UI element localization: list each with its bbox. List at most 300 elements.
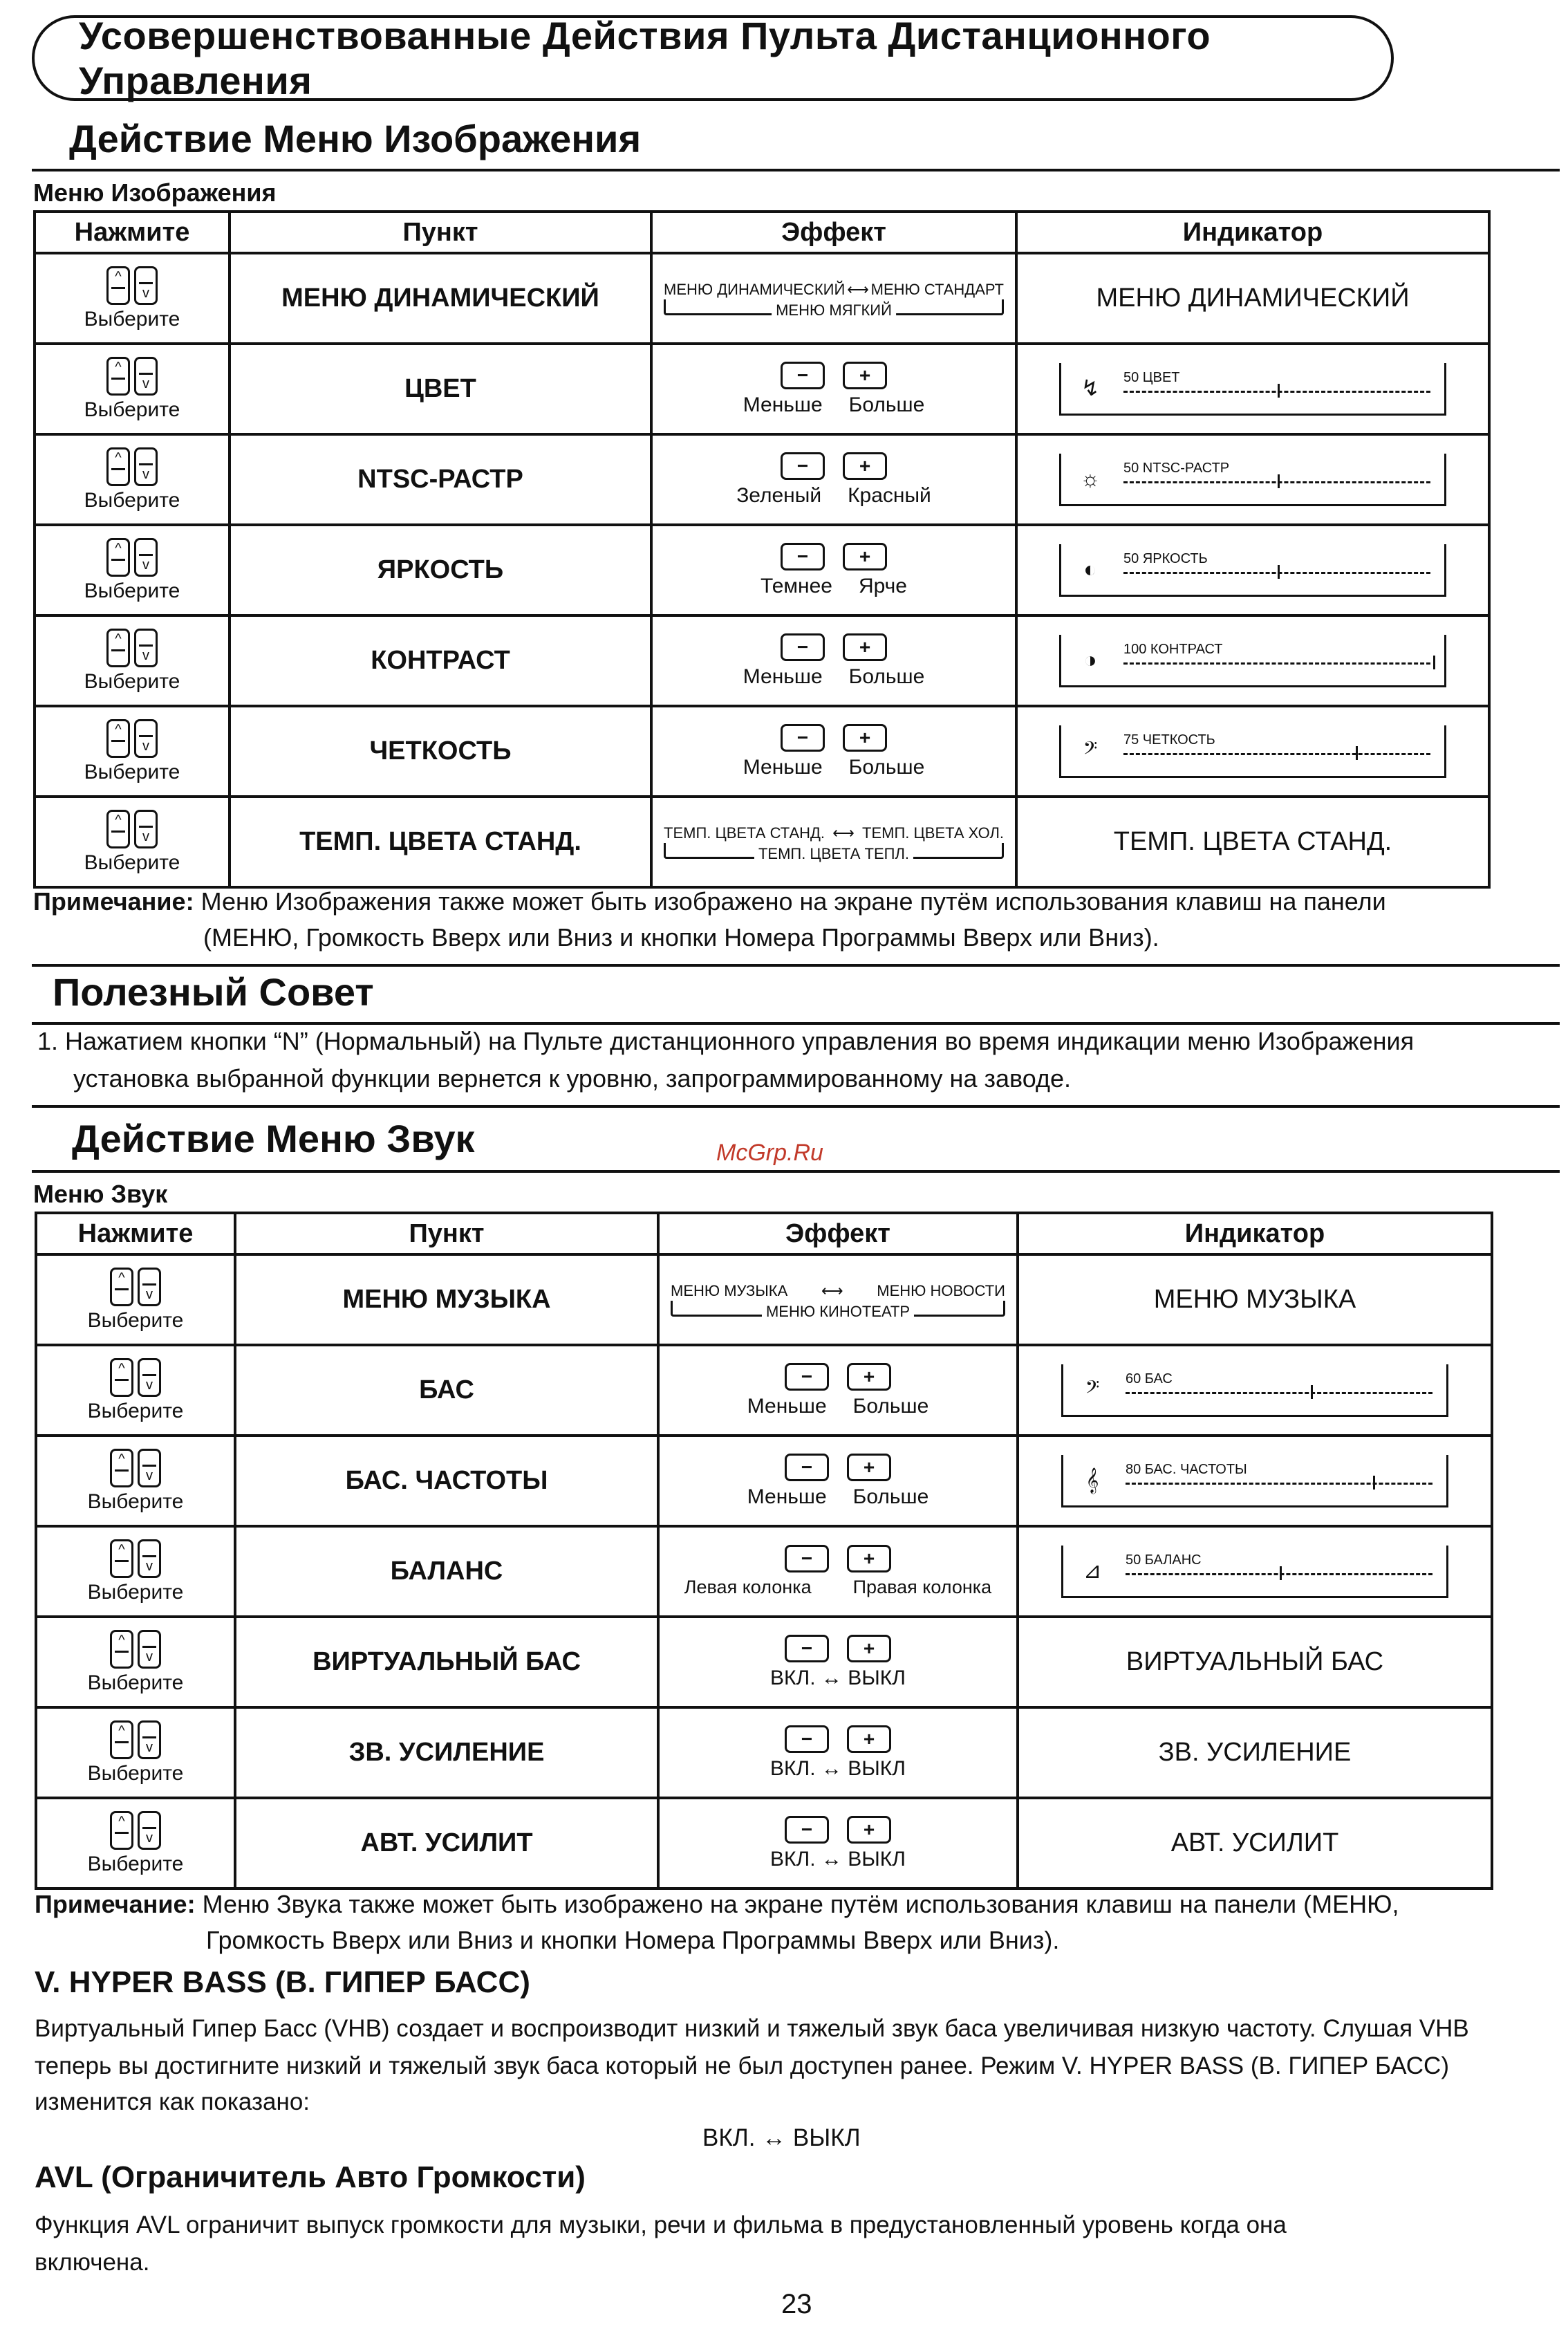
effect-decrease: Зеленый xyxy=(736,483,822,507)
picture-caption: Меню Изображения xyxy=(33,178,277,207)
indicator-icon: ⊿ xyxy=(1083,1557,1102,1583)
cycle-row xyxy=(653,281,1015,298)
effect-cycle xyxy=(660,1282,1016,1320)
plus-key-icon: + xyxy=(847,1816,891,1844)
press-cell xyxy=(36,1345,235,1436)
up-arrow-icon: ^ xyxy=(115,449,122,465)
sound-caption: Меню Звук xyxy=(33,1180,168,1208)
indicator-cell: ТЕМП. ЦВЕТА СТАНД. xyxy=(1016,797,1489,887)
select-label: Выберите xyxy=(87,1671,184,1694)
tip-heading: Полезный Совет xyxy=(53,970,374,1014)
effect-buttons xyxy=(660,1363,1016,1418)
effect-increase: Больше xyxy=(852,1485,929,1508)
item-cell: МЕНЮ МУЗЫКА xyxy=(235,1254,658,1345)
table-row xyxy=(36,1254,1492,1345)
down-key-icon xyxy=(138,1630,161,1669)
vhb-line1: Виртуальный Гипер Басс (VHB) создает и воспроизводит низкий и тяжелый звук баса увеличивая низкую частоту. Слушая VHB xyxy=(35,2015,1469,2042)
level-bar xyxy=(1059,635,1446,687)
level-bar xyxy=(1059,454,1446,506)
plus-key-icon: + xyxy=(847,1635,891,1662)
bar-track xyxy=(1123,662,1430,665)
avl-line2: включена. xyxy=(35,2249,150,2276)
up-arrow-icon: ^ xyxy=(115,359,122,375)
cycle-option: МЕНЮ НОВОСТИ xyxy=(877,1282,1005,1299)
cycle-option: МЕНЮ КИНОТЕАТР xyxy=(762,1303,914,1320)
bar-track xyxy=(1126,1392,1432,1394)
down-arrow-icon: v xyxy=(146,1649,153,1664)
select-label: Выберите xyxy=(84,488,180,512)
effect-buttons xyxy=(653,724,1015,779)
item-cell: БАС. ЧАСТОТЫ xyxy=(235,1436,658,1526)
effect-cycle xyxy=(653,824,1015,862)
minus-key-icon: − xyxy=(785,1545,829,1572)
indicator-cell: ЗВ. УСИЛЕНИЕ xyxy=(1018,1707,1492,1798)
bar-track xyxy=(1123,481,1430,483)
up-arrow-icon: ^ xyxy=(115,540,122,556)
press-keys xyxy=(37,1358,234,1423)
down-key-icon xyxy=(138,1539,161,1578)
effect-buttons xyxy=(653,362,1015,417)
effect-cell xyxy=(658,1798,1018,1889)
down-key-icon xyxy=(134,447,158,486)
effect-labels xyxy=(760,575,907,598)
press-keys xyxy=(37,1811,234,1876)
updown-keys xyxy=(110,1449,161,1487)
table-row xyxy=(35,615,1489,706)
updown-keys xyxy=(110,1720,161,1759)
effect-labels xyxy=(743,665,925,689)
plus-key-icon: + xyxy=(843,452,887,480)
effect-labels xyxy=(747,1395,929,1418)
down-arrow-icon: v xyxy=(142,647,149,663)
updown-keys xyxy=(110,1539,161,1578)
table-row xyxy=(36,1436,1492,1526)
minus-plus-keys xyxy=(785,1725,891,1753)
up-key-icon xyxy=(106,719,130,758)
col-header: Пункт xyxy=(235,1213,658,1254)
up-key-icon xyxy=(110,1358,133,1397)
select-label: Выберите xyxy=(84,307,180,331)
effect-cell xyxy=(658,1707,1018,1798)
effect-toggle: ВКЛ. ↔ ВЫКЛ xyxy=(770,1847,906,1871)
plus-key-icon: + xyxy=(847,1363,891,1391)
indicator-icon: ◑ xyxy=(1083,647,1097,672)
effect-cell xyxy=(651,706,1016,797)
up-key-icon xyxy=(110,1539,133,1578)
press-cell xyxy=(36,1526,235,1617)
bar-marker xyxy=(1433,656,1435,669)
effect-labels xyxy=(743,393,925,417)
up-key-icon xyxy=(110,1449,133,1487)
table-row xyxy=(35,434,1489,525)
col-header: Нажмите xyxy=(36,1213,235,1254)
up-key-icon xyxy=(106,447,130,486)
down-arrow-icon: v xyxy=(146,1286,153,1302)
minus-key-icon: − xyxy=(785,1816,829,1844)
up-key-icon xyxy=(110,1811,133,1850)
down-key-icon xyxy=(134,810,158,848)
minus-key-icon: − xyxy=(785,1363,829,1391)
vhb-toggle: ВКЛ. ↔ ВЫКЛ xyxy=(702,2124,861,2151)
bar-track xyxy=(1123,391,1430,393)
plus-key-icon: + xyxy=(847,1454,891,1481)
level-bar xyxy=(1061,1455,1448,1507)
updown-keys xyxy=(106,357,158,396)
indicator-icon: ◐ xyxy=(1083,556,1097,582)
down-arrow-icon: v xyxy=(142,557,149,573)
item-cell: АВТ. УСИЛИТ xyxy=(235,1798,658,1889)
col-header: Пункт xyxy=(230,212,651,253)
cycle-option: ТЕМП. ЦВЕТА ТЕПЛ. xyxy=(754,846,913,862)
col-header: Эффект xyxy=(658,1213,1018,1254)
effect-cell xyxy=(651,525,1016,615)
vhb-line3: изменится как показано: xyxy=(35,2088,310,2115)
effect-decrease: Меньше xyxy=(743,755,823,779)
effect-decrease: Меньше xyxy=(743,393,823,416)
plus-key-icon: + xyxy=(847,1545,891,1572)
plus-key-icon: + xyxy=(843,724,887,752)
watermark: McGrp.Ru xyxy=(716,1140,823,1166)
indicator-icon: 𝄞 xyxy=(1085,1467,1099,1492)
press-keys xyxy=(36,538,228,603)
level-bar xyxy=(1061,1546,1448,1598)
effect-labels xyxy=(743,756,925,779)
press-cell xyxy=(36,1254,235,1345)
cycle-option: МЕНЮ ДИНАМИЧЕСКИЙ xyxy=(664,281,846,298)
press-keys xyxy=(37,1539,234,1604)
effect-cell xyxy=(651,253,1016,344)
indicator-cell xyxy=(1018,1345,1492,1436)
up-key-icon xyxy=(106,266,130,305)
note-text: Меню Изображения также может быть изображено на экране путём использования клавиш на панели xyxy=(200,887,1386,916)
bar-label: 100 КОНТРАСТ xyxy=(1123,641,1223,657)
bar-track xyxy=(1126,1573,1432,1575)
bar-track xyxy=(1126,1483,1432,1485)
vhb-line2: теперь вы достигните низкий и тяжелый звук баса который не был доступен ранее. Режим V. HYPER BASS (В. ГИПЕР БАСС) xyxy=(35,2052,1449,2079)
minus-plus-keys xyxy=(785,1816,891,1844)
divider xyxy=(32,964,1560,967)
effect-increase: Больше xyxy=(852,1394,929,1418)
down-key-icon xyxy=(134,357,158,396)
note-label: Примечание: xyxy=(33,887,194,916)
minus-key-icon: − xyxy=(781,452,825,480)
up-key-icon xyxy=(106,629,130,667)
select-label: Выберите xyxy=(84,760,180,783)
up-arrow-icon: ^ xyxy=(118,1723,125,1738)
effect-decrease: Темнее xyxy=(760,574,832,597)
cycle-option: МЕНЮ МЯГКИЙ xyxy=(772,302,896,319)
down-arrow-icon: v xyxy=(146,1467,153,1483)
down-arrow-icon: v xyxy=(146,1830,153,1846)
effect-increase: Больше xyxy=(848,665,925,688)
double-arrow-icon: ⟷ xyxy=(847,281,869,298)
plus-key-icon: + xyxy=(847,1725,891,1753)
indicator-cell: МЕНЮ МУЗЫКА xyxy=(1018,1254,1492,1345)
press-keys xyxy=(37,1449,234,1514)
updown-keys xyxy=(106,538,158,577)
down-arrow-icon: v xyxy=(146,1377,153,1393)
minus-plus-keys xyxy=(781,362,887,389)
indicator-icon: ↯ xyxy=(1081,375,1100,400)
col-header: Эффект xyxy=(651,212,1016,253)
effect-increase: Правая колонка xyxy=(852,1577,992,1597)
plus-key-icon: + xyxy=(843,543,887,570)
press-cell xyxy=(35,615,230,706)
effect-cell xyxy=(651,344,1016,434)
level-bar xyxy=(1059,544,1446,597)
indicator-cell: АВТ. УСИЛИТ xyxy=(1018,1798,1492,1889)
up-key-icon xyxy=(106,810,130,848)
page-number: 23 xyxy=(781,2289,812,2319)
down-arrow-icon: v xyxy=(142,828,149,844)
minus-key-icon: − xyxy=(781,724,825,752)
bar-marker xyxy=(1356,746,1358,760)
updown-keys xyxy=(110,1811,161,1850)
indicator-icon: 𝄢 xyxy=(1085,1376,1100,1402)
down-key-icon xyxy=(134,719,158,758)
press-cell xyxy=(35,434,230,525)
down-arrow-icon: v xyxy=(142,375,149,391)
down-arrow-icon: v xyxy=(146,1739,153,1755)
note-text: Меню Звука также может быть изображено на экране путём использования клавиш на панели (МЕНЮ, xyxy=(202,1890,1399,1918)
effect-decrease: Левая колонка xyxy=(684,1577,812,1597)
effect-buttons xyxy=(660,1454,1016,1509)
plus-key-icon: + xyxy=(843,633,887,661)
down-arrow-icon: v xyxy=(142,466,149,482)
double-arrow-icon: ⟷ xyxy=(832,824,855,842)
col-header: Индикатор xyxy=(1018,1213,1492,1254)
sound-heading: Действие Меню Звук xyxy=(72,1117,475,1160)
press-keys xyxy=(37,1268,234,1333)
avl-line1: Функция AVL ограничит выпуск громкости для музыки, речи и фильма в предустановленный уровень когда она xyxy=(35,2211,1287,2238)
press-cell xyxy=(36,1798,235,1889)
effect-cell xyxy=(651,615,1016,706)
minus-plus-keys xyxy=(781,543,887,570)
vhb-heading: V. HYPER BASS (В. ГИПЕР БАСС) xyxy=(35,1965,530,1999)
select-label: Выберите xyxy=(84,579,180,602)
press-cell xyxy=(35,253,230,344)
item-cell: ЦВЕТ xyxy=(230,344,651,434)
up-arrow-icon: ^ xyxy=(115,631,122,647)
effect-buttons xyxy=(653,543,1015,598)
cycle-row xyxy=(660,1283,1016,1299)
cycle-return xyxy=(664,299,1004,319)
cycle-option: ТЕМП. ЦВЕТА ХОЛ. xyxy=(862,824,1004,842)
col-header: Нажмите xyxy=(35,212,230,253)
down-key-icon xyxy=(134,629,158,667)
up-arrow-icon: ^ xyxy=(118,1541,125,1557)
bar-label: 80 БАС. ЧАСТОТЫ xyxy=(1126,1461,1247,1477)
down-key-icon xyxy=(134,538,158,577)
select-label: Выберите xyxy=(84,398,180,421)
up-key-icon xyxy=(110,1720,133,1759)
table-row xyxy=(36,1345,1492,1436)
effect-labels xyxy=(684,1577,991,1598)
select-label: Выберите xyxy=(87,1852,184,1875)
press-keys xyxy=(36,719,228,784)
effect-cell xyxy=(658,1254,1018,1345)
effect-cell xyxy=(658,1617,1018,1707)
effect-cell xyxy=(651,797,1016,887)
indicator-cell: МЕНЮ ДИНАМИЧЕСКИЙ xyxy=(1016,253,1489,344)
divider xyxy=(32,1105,1560,1108)
select-label: Выберите xyxy=(87,1399,184,1422)
minus-plus-keys xyxy=(785,1545,891,1572)
press-keys xyxy=(36,357,228,422)
sound-note xyxy=(35,1886,1399,1922)
updown-keys xyxy=(110,1268,161,1306)
up-key-icon xyxy=(110,1268,133,1306)
bar-marker xyxy=(1278,384,1280,398)
up-arrow-icon: ^ xyxy=(115,721,122,737)
cycle-option: МЕНЮ СТАНДАРТ xyxy=(870,281,1004,298)
table-row xyxy=(35,706,1489,797)
effect-toggle: ВКЛ. ↔ ВЫКЛ xyxy=(770,1756,906,1780)
up-arrow-icon: ^ xyxy=(118,1270,125,1286)
item-cell: КОНТРАСТ xyxy=(230,615,651,706)
cycle-return xyxy=(664,843,1004,862)
cycle-return xyxy=(671,1301,1005,1320)
minus-key-icon: − xyxy=(785,1635,829,1662)
effect-increase: Ярче xyxy=(858,574,907,597)
bar-label: 50 NTSC-РАСТР xyxy=(1123,460,1230,476)
level-bar xyxy=(1059,363,1446,416)
item-cell: ВИРТУАЛЬНЫЙ БАС xyxy=(235,1617,658,1707)
down-key-icon xyxy=(138,1720,161,1759)
minus-plus-keys xyxy=(781,633,887,661)
sound-note-line2: Громкость Вверх или Вниз и кнопки Номера Программы Вверх или Вниз). xyxy=(206,1926,1060,1954)
item-cell: БАЛАНС xyxy=(235,1526,658,1617)
effect-labels xyxy=(747,1485,929,1509)
effect-buttons xyxy=(653,452,1015,508)
effect-increase: Красный xyxy=(848,483,931,507)
picture-menu-table xyxy=(33,210,1491,889)
down-key-icon xyxy=(138,1449,161,1487)
table-row xyxy=(36,1617,1492,1707)
cycle-option: МЕНЮ МУЗЫКА xyxy=(671,1282,788,1299)
press-keys xyxy=(36,629,228,694)
minus-key-icon: − xyxy=(785,1725,829,1753)
bar-label: 75 ЧЕТКОСТЬ xyxy=(1123,732,1215,748)
cycle-row xyxy=(653,825,1015,842)
updown-keys xyxy=(106,719,158,758)
bar-label: 50 ЯРКОСТЬ xyxy=(1123,550,1208,566)
table-header-row xyxy=(36,1213,1492,1254)
indicator-cell xyxy=(1018,1526,1492,1617)
press-cell xyxy=(36,1707,235,1798)
effect-buttons xyxy=(660,1725,1016,1781)
indicator-cell xyxy=(1016,706,1489,797)
picture-heading: Действие Меню Изображения xyxy=(69,117,642,160)
select-label: Выберите xyxy=(87,1308,184,1332)
table-row xyxy=(36,1526,1492,1617)
updown-keys xyxy=(106,810,158,848)
up-arrow-icon: ^ xyxy=(118,1360,125,1376)
down-key-icon xyxy=(138,1358,161,1397)
banner-title: Усовершенствованные Действия Пульта Дистанционного Управления xyxy=(79,14,1211,102)
item-cell: ЯРКОСТЬ xyxy=(230,525,651,615)
minus-plus-keys xyxy=(781,724,887,752)
effect-buttons xyxy=(660,1545,1016,1598)
effect-cell xyxy=(651,434,1016,525)
press-keys xyxy=(37,1630,234,1695)
down-key-icon xyxy=(138,1268,161,1306)
tip-line2: установка выбранной функции вернется к уровню, запрограммированному на заводе. xyxy=(73,1064,1071,1093)
effect-decrease: Меньше xyxy=(747,1394,827,1418)
minus-key-icon: − xyxy=(781,543,825,570)
down-arrow-icon: v xyxy=(142,738,149,754)
item-cell: ЧЕТКОСТЬ xyxy=(230,706,651,797)
bar-marker xyxy=(1278,474,1280,488)
table-row xyxy=(35,797,1489,887)
up-arrow-icon: ^ xyxy=(118,1632,125,1648)
minus-key-icon: − xyxy=(781,362,825,389)
press-cell xyxy=(36,1617,235,1707)
effect-buttons xyxy=(660,1816,1016,1871)
press-keys xyxy=(36,266,228,331)
table-row xyxy=(35,344,1489,434)
col-header: Индикатор xyxy=(1016,212,1489,253)
press-cell xyxy=(35,525,230,615)
effect-decrease: Меньше xyxy=(743,665,823,688)
item-cell: МЕНЮ ДИНАМИЧЕСКИЙ xyxy=(230,253,651,344)
table-header-row xyxy=(35,212,1489,253)
press-cell xyxy=(35,797,230,887)
effect-labels xyxy=(736,484,931,508)
up-arrow-icon: ^ xyxy=(115,268,122,284)
press-cell xyxy=(35,706,230,797)
sound-menu-table xyxy=(35,1212,1493,1890)
item-cell: ТЕМП. ЦВЕТА СТАНД. xyxy=(230,797,651,887)
indicator-cell xyxy=(1018,1436,1492,1526)
effect-decrease: Меньше xyxy=(747,1485,827,1508)
down-key-icon xyxy=(134,266,158,305)
bar-label: 50 ЦВЕТ xyxy=(1123,369,1180,385)
select-label: Выберите xyxy=(84,669,180,693)
updown-keys xyxy=(106,447,158,486)
item-cell: БАС xyxy=(235,1345,658,1436)
up-arrow-icon: ^ xyxy=(118,1451,125,1467)
select-label: Выберите xyxy=(87,1490,184,1513)
down-arrow-icon: v xyxy=(146,1558,153,1574)
press-cell xyxy=(36,1436,235,1526)
page-banner xyxy=(32,15,1394,101)
effect-cell xyxy=(658,1436,1018,1526)
press-keys xyxy=(36,447,228,512)
bar-track xyxy=(1123,753,1430,755)
item-cell: NTSC-РАСТР xyxy=(230,434,651,525)
plus-key-icon: + xyxy=(843,362,887,389)
minus-plus-keys xyxy=(785,1363,891,1391)
indicator-cell xyxy=(1016,525,1489,615)
select-label: Выберите xyxy=(87,1580,184,1604)
up-key-icon xyxy=(110,1630,133,1669)
bar-marker xyxy=(1311,1385,1313,1399)
level-bar xyxy=(1061,1364,1448,1417)
updown-keys xyxy=(106,266,158,305)
bar-marker xyxy=(1280,1566,1282,1580)
indicator-icon: ☼ xyxy=(1080,465,1101,491)
up-key-icon xyxy=(106,357,130,396)
table-row xyxy=(35,253,1489,344)
updown-keys xyxy=(110,1630,161,1669)
indicator-cell xyxy=(1016,344,1489,434)
down-arrow-icon: v xyxy=(142,285,149,301)
updown-keys xyxy=(106,629,158,667)
press-cell xyxy=(35,344,230,434)
picture-note xyxy=(33,884,1386,920)
updown-keys xyxy=(110,1358,161,1397)
